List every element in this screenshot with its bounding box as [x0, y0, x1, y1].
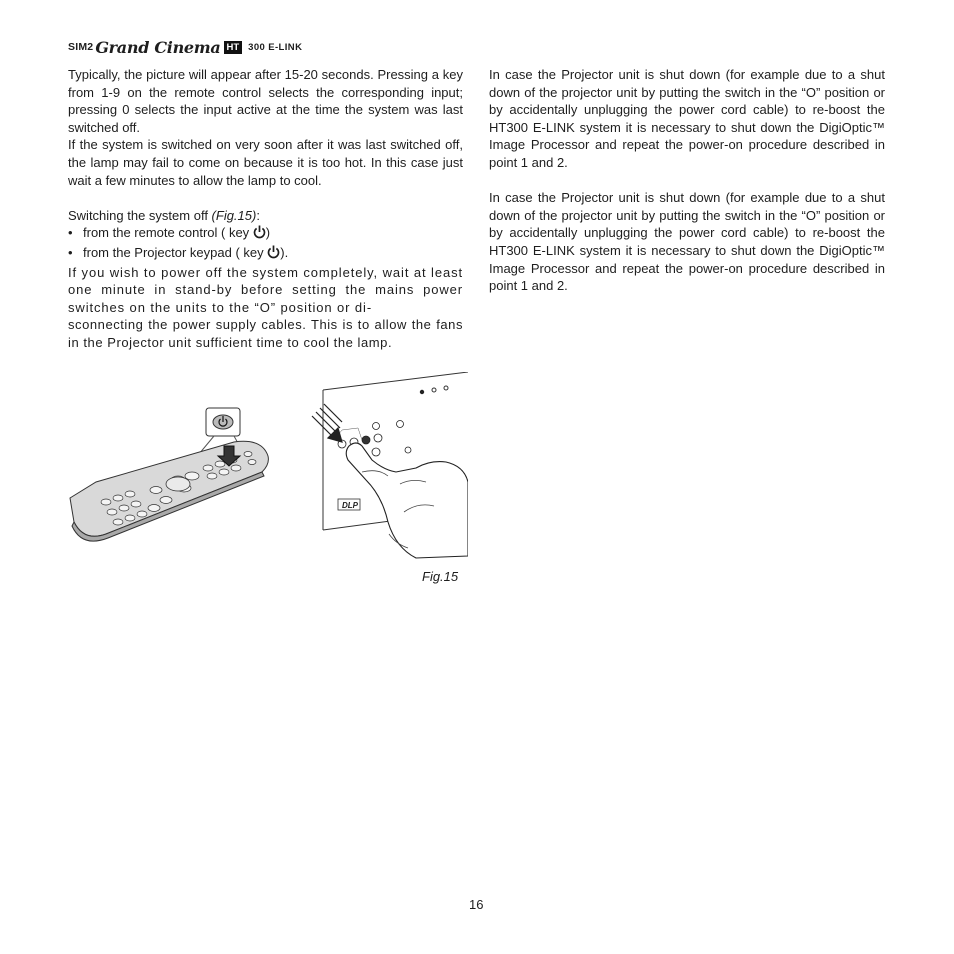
- paragraph-power-off-spaced: If you wish to power off the system completely, wait at least one minute in stand-by before setting the mains power switches on the units to the “O” position or di-: [68, 264, 463, 315]
- switch-off-colon: :: [256, 207, 260, 223]
- brand-badge: HT: [224, 41, 243, 54]
- page-header: [68, 39, 302, 55]
- paragraph-power-off-rest: sconnecting the power supply cables. This is to allow the fans in the Projector unit sufficient time to cool the lamp.: [68, 317, 463, 350]
- pointing-hand-illustration: [346, 443, 468, 558]
- bullet-remote-text: from the remote control ( key: [83, 225, 253, 241]
- power-icon: [253, 225, 266, 244]
- bullet-projector-keypad: • from the Projector keypad ( key ).: [68, 244, 463, 264]
- left-column: [68, 66, 463, 352]
- bullet-keypad-suffix: ).: [280, 244, 289, 260]
- paragraph-reboost-1: In case the Projector unit is shut down (for example due to a shut down of the projector unit by putting the switch in the “O” position or by accidentally unplugging the power cord cable) to re-boost the HT300 E-LINK system it is necessary to shut down the DigiOptic™ Image Processor and repeat the power-on procedure described in point 1 and 2.: [489, 67, 885, 170]
- right-column: [489, 66, 885, 295]
- paragraph-reboost-2: In case the Projector unit is shut down (for example due to a shut down of the projector unit by putting the switch in the “O” position or by accidentally unplugging the power cord cable) to re-boost the HT300 E-LINK system it is necessary to shut down the DigiOptic™ Image Processor and repeat the power-on procedure described in point 1 and 2.: [489, 190, 885, 294]
- figure-caption: Fig.15: [422, 569, 459, 584]
- figure-reference: (Fig.15): [211, 207, 257, 223]
- paragraph-lamp-hot: If the system is switched on very soon after it was last switched off, the lamp may fail to come on because it is too hot. In this case just wait a few minutes to allow the lamp to cool.: [68, 137, 463, 188]
- page-number: 16: [469, 897, 484, 912]
- bullet-remote-control: • from the remote control ( key ): [68, 224, 463, 244]
- hatched-arrow-icon: [312, 404, 342, 442]
- power-icon: [267, 245, 280, 264]
- dlp-logo: [338, 499, 360, 510]
- model-name: 300 E-LINK: [248, 41, 303, 53]
- svg-text:DLP: DLP: [342, 501, 358, 510]
- figure-15-illustration: [66, 372, 468, 568]
- brand-script-logo: Grand Cinema: [95, 37, 221, 57]
- paragraph-picture-timing: Typically, the picture will appear after 15-20 seconds. Pressing a key from 1-9 on the remote control selects the corresponding input; pressing 0 selects the input active at the time the system was last switched off.: [68, 67, 463, 135]
- bullet-remote-suffix: ): [265, 225, 271, 241]
- switch-off-label: Switching the system off: [68, 207, 212, 223]
- switch-off-heading: [68, 207, 463, 225]
- bullet-keypad-text: from the Projector keypad ( key: [83, 244, 268, 260]
- brand-prefix: SIM2: [68, 41, 94, 53]
